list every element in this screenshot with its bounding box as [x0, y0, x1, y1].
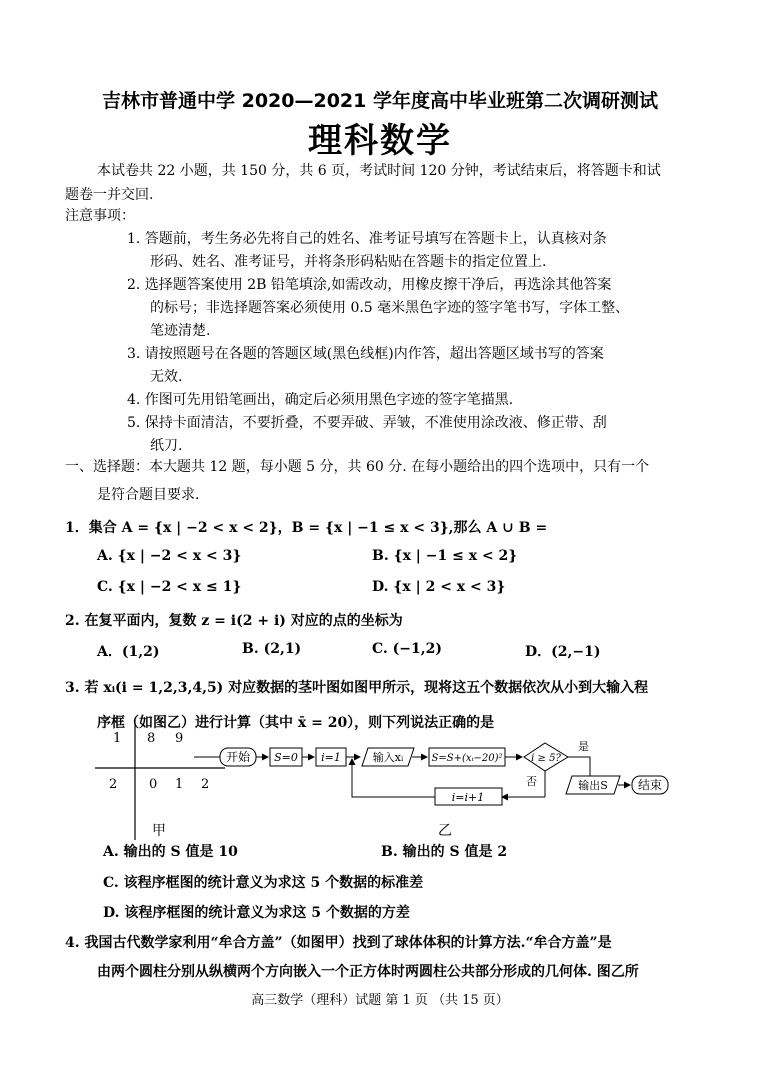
init-i-label: i=1: [321, 751, 341, 764]
notice-item: 笔迹清楚.: [150, 323, 211, 339]
q3-option-c: C. 该程序框图的统计意义为求这 5 个数据的标准差: [103, 875, 424, 891]
q1-option-a: A. {x | −2 < x < 3}: [97, 548, 242, 564]
q2-option-a: A．(1,2): [97, 644, 160, 660]
q1-option-b: B. {x | −1 ≤ x < 2}: [372, 548, 518, 564]
start-label: 开始: [225, 750, 251, 764]
leaf-value: 2: [201, 777, 210, 792]
condition-label: i ≥ 5?: [531, 753, 561, 764]
leaf-value: 9: [175, 731, 184, 746]
output-label: 输出S: [578, 779, 608, 792]
flowchart: [190, 735, 710, 830]
leaf-value: 8: [147, 731, 156, 746]
notice-item: 4. 作图可先用铅笔画出，确定后必须用黑色字迹的签字笔描黑.: [127, 392, 514, 408]
q3-stem-2: 序框（如图乙）进行计算（其中 x̄ = 20），则下列说法正确的是: [97, 715, 495, 731]
intro-line-2: 题卷一并交回.: [65, 187, 154, 203]
leaf-value: 0: [149, 777, 158, 792]
figure-label-jia: 甲: [152, 823, 166, 839]
q4-stem-2: 由两个圆柱分别从纵横两个方向嵌入一个正方体时两圆柱公共部分形成的几何体. 图乙所: [97, 964, 639, 980]
exam-title: 吉林市普通中学 2020—2021 学年度高中毕业班第二次调研测试: [102, 90, 658, 112]
figure-label-yi: 乙: [438, 823, 452, 839]
leaf-value: 1: [175, 777, 184, 792]
q2-stem: 2. 在复平面内，复数 z = i(2 + i) 对应的点的坐标为: [65, 613, 403, 629]
stem-value: 2: [109, 777, 118, 792]
q3-option-b: B. 输出的 S 值是 2: [381, 844, 508, 860]
q3-stem-1: 3. 若 xᵢ(i = 1,2,3,4,5) 对应数据的茎叶图如图甲所示，现将这五个数据依次从小到大输入程: [65, 680, 649, 696]
increment-label: i=i+1: [451, 791, 485, 804]
q1-option-d: D. {x | 2 < x < 3}: [372, 579, 506, 595]
q1-option-c: C. {x | −2 < x ≤ 1}: [97, 579, 242, 595]
page-footer: 高三数学（理科）试题 第 1 页 （共 15 页）: [251, 993, 509, 1008]
notice-item: 1. 答题前，考生务必先将自己的姓名、准考证号填写在答题卡上，认真核对条: [127, 231, 607, 247]
notice-item: 无效.: [150, 369, 183, 385]
q3-option-a: A. 输出的 S 值是 10: [103, 844, 238, 860]
notice-label: 注意事项：: [65, 208, 135, 224]
update-label: S=S+(xᵢ−20)²: [431, 753, 503, 764]
end-label: 结束: [637, 778, 663, 792]
q2-option-c: C. (−1,2): [372, 641, 442, 657]
q4-stem-1: 4. 我国古代数学家利用“牟合方盖”（如图甲）找到了球体体积的计算方法.“牟合方盖”是: [65, 935, 612, 951]
notice-item: 的标号；非选择题答案必须使用 0.5 毫米黑色字迹的签字笔书写，字体工整、: [150, 300, 630, 316]
subject-title: 理科数学: [308, 121, 452, 161]
input-label: 输入xᵢ: [372, 751, 404, 764]
init-s-label: S=0: [274, 751, 298, 764]
q2-option-b: B. (2,1): [242, 641, 302, 657]
no-label: 否: [526, 775, 537, 788]
notice-item: 5. 保持卡面清洁，不要折叠，不要弄破、弄皱，不准使用涂改液、修正带、刮: [127, 415, 607, 431]
stem-value: 1: [113, 731, 122, 746]
intro-line-1: 本试卷共 22 小题，共 150 分，共 6 页，考试时间 120 分钟，考试结束后，将答题卡和试: [97, 163, 661, 179]
notice-item: 形码、姓名、准考证号，并将条形码粘贴在答题卡的指定位置上.: [150, 254, 547, 270]
q2-option-d: D．(2,−1): [525, 644, 601, 660]
yes-label: 是: [578, 740, 589, 753]
section-heading: 一、选择题：本大题共 12 题，每小题 5 分，共 60 分. 在每小题给出的四个选项中，只有一个: [65, 459, 650, 475]
q3-option-d: D. 该程序框图的统计意义为求这 5 个数据的方差: [103, 905, 410, 921]
section-heading-cont: 是符合题目要求.: [97, 487, 200, 503]
q1-stem: 1．集合 A = {x | −2 < x < 2}，B = {x | −1 ≤ x < 3},那么 A ∪ B =: [65, 520, 548, 536]
notice-item: 3. 请按照题号在各题的答题区域(黑色线框)内作答，超出答题区域书写的答案: [127, 346, 604, 362]
notice-item: 2. 选择题答案使用 2B 铅笔填涂,如需改动，用橡皮擦干净后，再选涂其他答案: [127, 277, 612, 293]
notice-item: 纸刀.: [150, 438, 183, 454]
